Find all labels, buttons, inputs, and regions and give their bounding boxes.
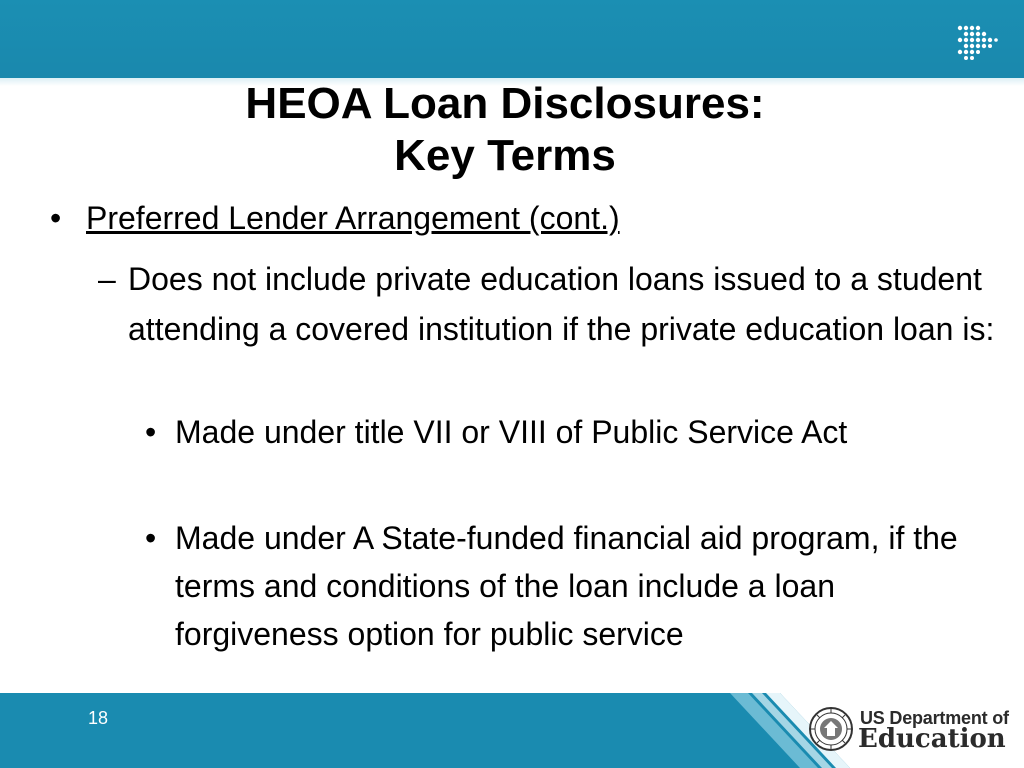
dash-icon: – — [98, 261, 116, 297]
bullet-icon: • — [145, 520, 157, 556]
title-line-2: Key Terms — [394, 131, 616, 180]
department-seal-icon — [808, 706, 854, 752]
heading-text: Preferred Lender Arrangement (cont.) — [86, 200, 620, 236]
top-banner — [0, 0, 1024, 78]
bullet-icon: • — [50, 200, 62, 236]
us-department-of-education-logo — [808, 706, 1014, 756]
bullet-icon: • — [145, 414, 157, 450]
sub-bullet-item — [98, 254, 998, 354]
list-item-text: Made under A State-funded financial aid program, if the terms and conditions of the loan include a loan forgiveness option for public service — [175, 520, 958, 652]
page-number: 18 — [88, 708, 109, 728]
list-item — [145, 408, 965, 456]
list-item — [145, 514, 965, 658]
logo-line-2: Education — [858, 724, 1006, 754]
page-title — [0, 78, 1010, 182]
dot-grid-logo-icon — [956, 24, 998, 62]
sub-bullet-text: Does not include private education loans issued to a student attending a covered institution if the private education loan is: — [128, 261, 995, 347]
list-item-text: Made under title VII or VIII of Public Service Act — [175, 414, 848, 450]
logo-line-1: US Department of — [860, 708, 1009, 728]
heading-bullet-item — [50, 196, 620, 240]
title-line-1: HEOA Loan Disclosures: — [245, 79, 765, 128]
